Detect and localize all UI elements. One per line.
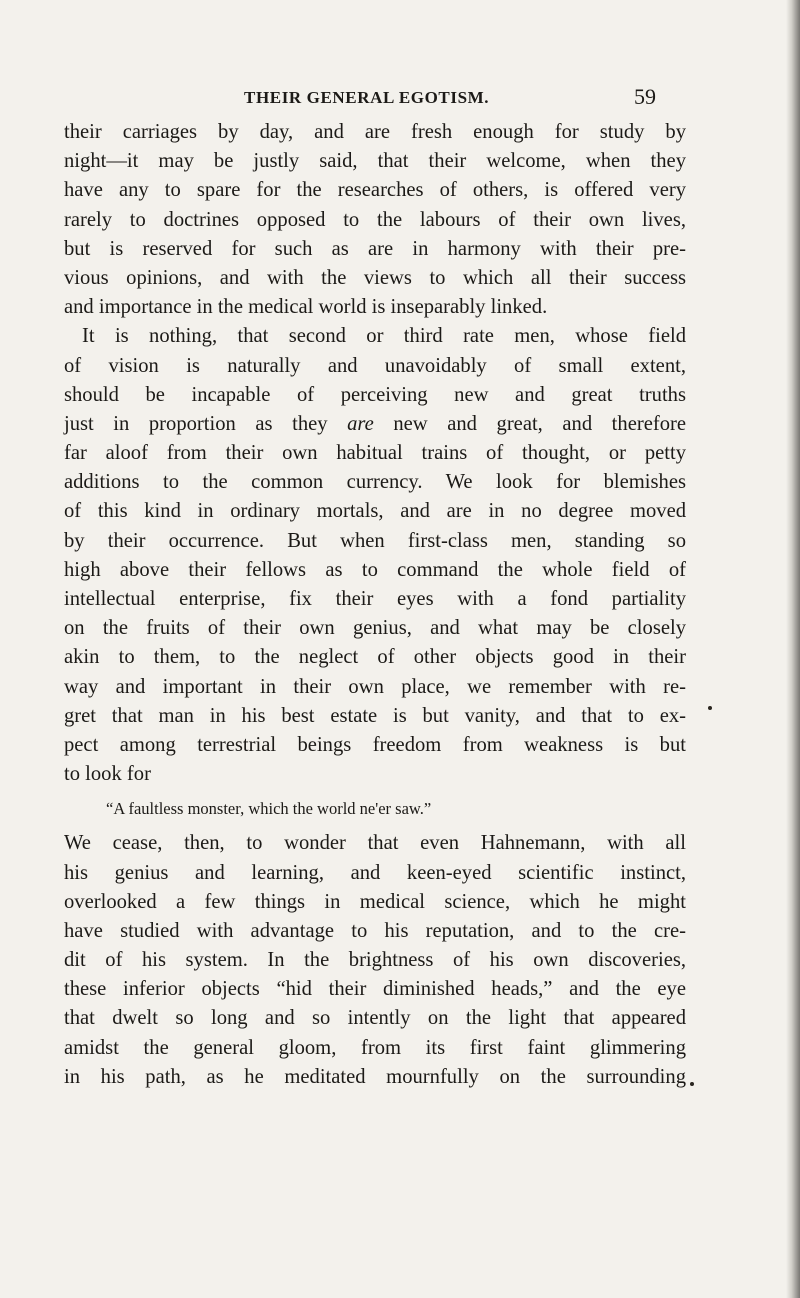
text-line: his genius and learning, and keen-eyed scientific instinct, bbox=[64, 861, 686, 884]
text-line: vious opinions, and with the views to which all their success bbox=[64, 266, 686, 289]
text-line: amidst the general gloom, from its first faint glimmering bbox=[64, 1036, 686, 1059]
text-line: of this kind in ordinary mortals, and are in no degree moved bbox=[64, 500, 686, 523]
text-line: should be incapable of perceiving new and great truths bbox=[64, 383, 686, 406]
text-line: gret that man in his best estate is but vanity, and that to ex- bbox=[64, 704, 686, 727]
text-segment: just in proportion as they bbox=[64, 412, 348, 435]
text-line: and importance in the medical world is inseparably linked. bbox=[64, 296, 548, 319]
text-line: way and important in their own place, we remember with re- bbox=[64, 675, 686, 698]
text-segment: new and great, and therefore bbox=[373, 412, 686, 435]
page-header bbox=[0, 84, 800, 114]
block-quotation: “A faultless monster, which the world ne'er saw.” bbox=[106, 799, 432, 819]
text-line: by their occurrence. But when first-class men, standing so bbox=[64, 529, 686, 552]
text-line: high above their fellows as to command the whole field of bbox=[64, 558, 686, 581]
text-line: rarely to doctrines opposed to the labours of their own lives, bbox=[64, 208, 686, 231]
text-line: far aloof from their own habitual trains of thought, or petty bbox=[64, 442, 686, 465]
text-line: to look for bbox=[64, 763, 151, 786]
print-speck bbox=[708, 706, 712, 710]
text-line: have studied with advantage to his reputation, and to the cre- bbox=[64, 919, 686, 942]
page-number: 59 bbox=[634, 84, 656, 109]
print-speck bbox=[690, 1082, 694, 1086]
page-edge-shadow bbox=[786, 0, 800, 1298]
text-line: overlooked a few things in medical science, which he might bbox=[64, 890, 686, 913]
text-line: It is nothing, that second or third rate men, whose field bbox=[82, 325, 686, 348]
text-line: these inferior objects “hid their diminished heads,” and the eye bbox=[64, 978, 686, 1001]
text-line: intellectual enterprise, fix their eyes with a fond partiality bbox=[64, 588, 686, 610]
text-line-with-emphasis bbox=[64, 410, 686, 439]
text-line: have any to spare for the researches of others, is offered very bbox=[64, 179, 686, 202]
body-text bbox=[64, 118, 686, 1092]
text-line: dit of his system. In the brightness of his own discoveries, bbox=[64, 949, 686, 972]
text-line: in his path, as he meditated mournfully on the surrounding bbox=[64, 1065, 686, 1088]
text-line: akin to them, to the neglect of other objects good in their bbox=[64, 646, 686, 669]
running-head: THEIR GENERAL EGOTISM. bbox=[244, 88, 490, 107]
text-line: night—it may be justly said, that their welcome, when they bbox=[64, 150, 686, 173]
text-line: of vision is naturally and unavoidably of small extent, bbox=[64, 354, 686, 377]
text-line: on the fruits of their own genius, and what may be closely bbox=[64, 617, 686, 640]
text-line: pect among terrestrial beings freedom from weakness is but bbox=[64, 733, 686, 756]
text-line: their carriages by day, and are fresh enough for study by bbox=[64, 121, 686, 143]
emphasis-word: are bbox=[347, 412, 374, 435]
text-line: but is reserved for such as are in harmony with their pre- bbox=[64, 237, 686, 260]
text-line: that dwelt so long and so intently on the light that appeared bbox=[64, 1007, 686, 1030]
text-line: We cease, then, to wonder that even Hahnemann, with all bbox=[64, 832, 686, 855]
text-line: additions to the common currency. We look for blemishes bbox=[64, 471, 686, 494]
